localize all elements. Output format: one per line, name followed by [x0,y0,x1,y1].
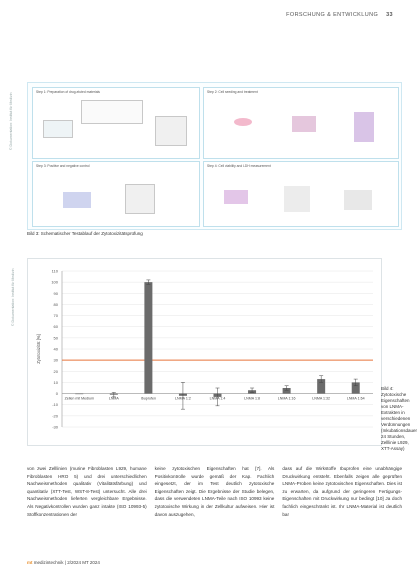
footer-text: medizintechnik | 2/2024 MT 2024 [33,560,100,565]
x-tick-label: LNMA 1:2 [175,396,191,401]
y-tick-label: 60 [53,324,58,330]
section-title: FORSCHUNG & ENTWICKLUNG [286,12,379,18]
y-tick-label: -30 [52,424,58,430]
body-column-2: keine zytotoxischen Eigenschaften hat [7]. Als Positivkontrolle wurde gemäß der Kap. Fachlich eingesetzt, der im Test deutlich zytotoxische Eigenschaften zeigt. Die Ergebnisse der Studie belegen, dass die verwendeten LNMA-Teile nach ISO 10993 keine zytotoxische Wirkung in der Zellkultur aufweisen. Hier ist davon auszugehen, [154,466,275,517]
extract-tubes-icon [354,112,374,142]
x-tick-label: LNMA [108,396,119,401]
cytotoxicity-chart [27,258,382,446]
step3-panel [32,161,200,227]
y-tick-label: 90 [53,290,58,296]
pipette-plate-icon [63,192,91,208]
step3-title: Step 3: Positive and negative control [36,164,90,168]
y-tick-label: 30 [53,357,58,363]
figure1-caption: Bild 3: Schematischer Testablauf der Zytotoxizitätsprüfung [27,231,143,236]
body-column-1: von zwei Zelllinien (murine Fibroblasten L929, humane Fibroblasten HRO 5) und drei unterschiedlichen Nachweismethoden qualitativ (Vitalitätsfärbung) und quantitativ (XTT-Test, WST-8-Test) untersucht. Alle drei Nachweismethoden lieferten vergleichbare Ergebnisse. Als Negativkontrollen wurden ganz intakte (ISO 10993-5) Stoffkonzentrationen der [27,466,147,517]
incubation-icon [125,184,155,214]
x-tick-label: LNMA 1:8 [244,396,260,401]
x-tick-label: Zellen mit Medium [64,396,94,401]
y-tick-label: 0 [55,391,58,397]
y-tick-label: 50 [53,335,58,341]
x-tick-label: LNMA 1:32 [312,396,331,401]
ldh-assay-icon [224,190,248,204]
page-header [286,12,393,18]
y-tick-label: 70 [53,313,58,319]
tube-icon [43,120,73,138]
plate-reader-icon [344,190,372,210]
y-tick-label: 40 [53,346,58,352]
y-tick-label: 80 [53,301,58,307]
step1-label-box [81,100,143,124]
x-tick-label: LNMA 1:4 [209,396,226,401]
figure1-schematic [27,82,402,230]
bar [144,282,152,393]
bar [75,394,83,395]
body-column-3: dass auf die Wirkstoffe Ibuprofen eine unabhängige Druckwirkung entsteht. Ebenfalls zeigen alle geprüften LNMA-Proben keine zytotoxischen Eigenschaften. Dies ist zu erwarten, da aufgrund der geringeren Fertigungs-Eigenschaften mit Druckwirkung nur bedingt [10] Ja doch fachlich eingeschränkt ist. Ihr LNMA-Material ist deutlich bar [282,466,403,517]
page-footer [27,560,100,565]
y-tick-label: 10 [53,379,58,385]
footer-brand: mt [27,560,33,565]
figure1-side-caption: © Dokumentation: Institut für Medizin [9,92,13,150]
x-tick-label: LNMA 1:64 [346,396,365,401]
x-tick-label: Ibuprofen [140,396,156,401]
incubator-icon [155,116,187,146]
step1-title: Step 1: Preparation of drug-eluted materials [36,90,100,94]
figure2-side-caption: © Dokumentation: Institut für Medizin [11,268,15,326]
step2-panel [203,87,399,159]
well-plate-icon [292,116,316,132]
figure2-caption: Bild 4: Zytotoxische Eigenschaften von LNMA-Extrakten in verschiedenen Verdünnungen (Inkubationsdauer 24 Stunden, Zelllinie L929, XTT-Assay) [381,386,417,451]
y-axis-label: Zytotoxizität [%] [36,334,41,364]
body-text [27,465,402,553]
y-tick-label: -10 [52,402,58,408]
x-tick-label: LNMA 1:16 [277,396,296,401]
culture-dish-icon [234,118,252,126]
y-tick-label: 110 [51,268,58,274]
y-tick-label: 20 [53,368,58,374]
step1-panel [32,87,200,159]
xtt-assay-icon [284,186,310,212]
step2-title: Step 2: Cell seeding and treatment [207,90,258,94]
y-tick-label: 100 [51,279,58,285]
step4-title: Step 4: Cell viability and LDH measurement [207,164,271,168]
page-number: 33 [386,12,393,18]
step4-panel [203,161,399,227]
chart-svg [28,259,381,445]
y-tick-label: -20 [52,413,58,419]
